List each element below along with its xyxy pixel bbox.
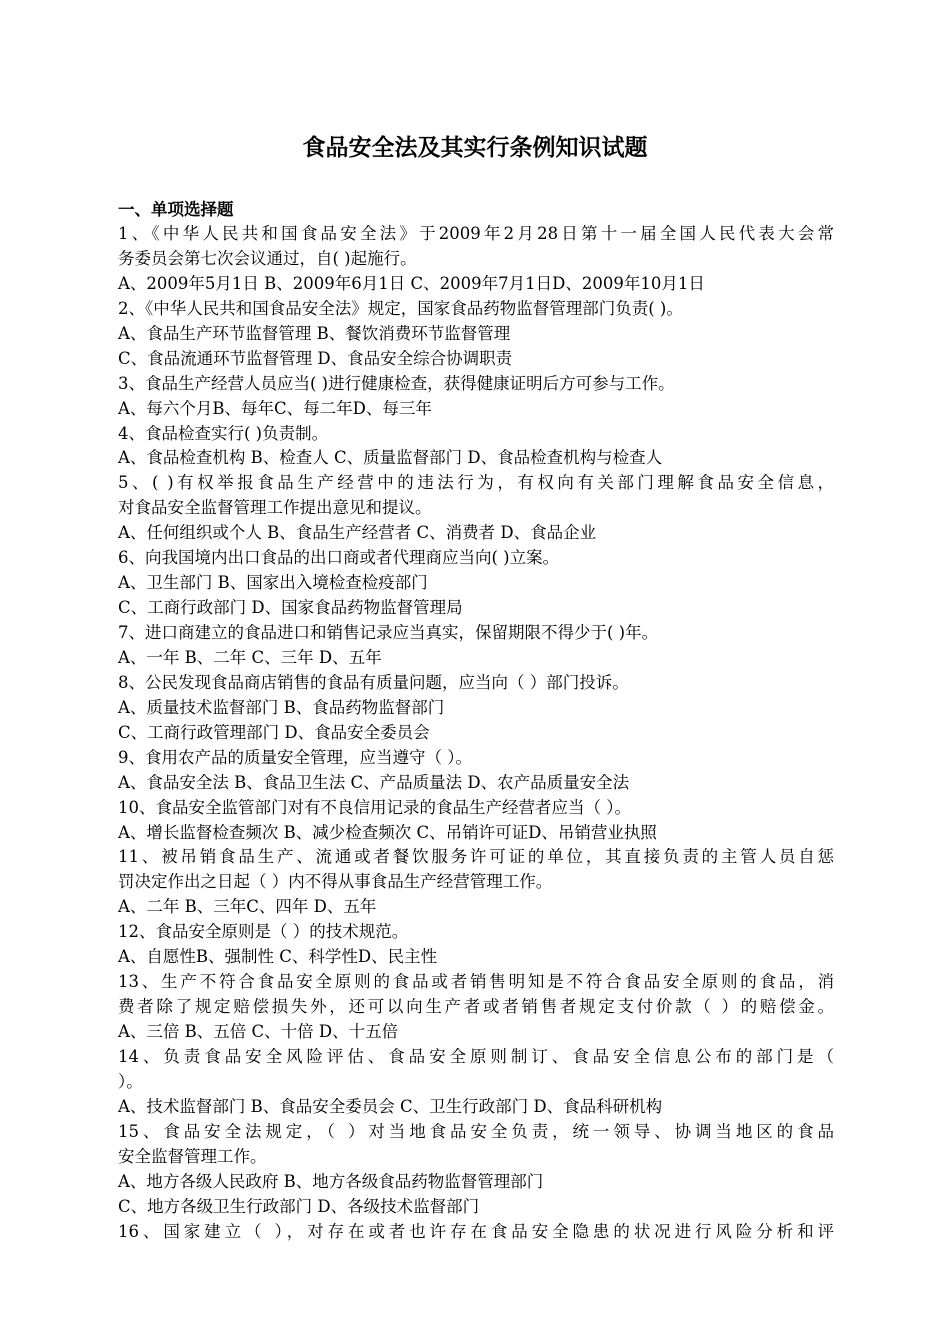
option-line: A、2009年5月1日 B、2009年6月1日 C、2009年7月1日D、2009年10月1日 [118, 273, 705, 293]
question-line: 3、食品生产经营人员应当( )进行健康检查，获得健康证明后方可参与工作。 [118, 373, 675, 393]
option-line: A、任何组织或个人 B、食品生产经营者 C、消费者 D、食品企业 [118, 523, 597, 543]
option-line: A、二年 B、三年C、四年 D、五年 [118, 897, 377, 917]
option-line: A、自愿性B、强制性 C、科学性D、民主性 [118, 947, 438, 967]
document-body [118, 197, 834, 1244]
question-line: 4、食品检查实行( )负责制。 [118, 423, 329, 443]
question-line: 16、国家建立（ ），对存在或者也许存在食品安全隐患的状况进行风险分析和评 [118, 1221, 834, 1241]
section-heading: 一、单项选择题 [118, 200, 234, 219]
option-line: C、工商行政部门 D、国家食品药物监督管理局 [118, 598, 463, 618]
question-line: 7、进口商建立的食品进口和销售记录应当真实，保留期限不得少于( )年。 [118, 623, 659, 642]
question-line: 费者除了规定赔偿损失外，还可以向生产者或者销售者规定支付价款（ ）的赔偿金。 [118, 997, 834, 1017]
question-line: 务委员会第七次会议通过，自( )起施行。 [118, 248, 417, 268]
option-line: A、食品生产环节监督管理 B、餐饮消费环节监督管理 [118, 323, 511, 343]
question-line: 5、( )有权举报食品生产经营中的违法行为，有权向有关部门理解食品安全信息， [118, 473, 834, 493]
question-line: 9、食用农产品的质量安全管理，应当遵守（ ）。 [118, 747, 472, 767]
document-title: 食品安全法及其实行条例知识试题 [302, 135, 648, 161]
option-line: A、地方各级人民政府 B、地方各级食品药物监督管理部门 [118, 1171, 544, 1191]
option-line: A、卫生部门 B、国家出入境检查检疫部门 [118, 573, 428, 593]
option-line: A、质量技术监督部门 B、食品药物监督部门 [118, 697, 445, 717]
question-line: 安全监督管理工作。 [118, 1146, 267, 1166]
question-line: 12、食品安全原则是（ ）的技术规范。 [118, 922, 409, 942]
option-line: C、食品流通环节监督管理 D、食品安全综合协调职责 [118, 348, 513, 368]
question-line: 罚决定作出之日起（ ）内不得从事食品生产经营管理工作。 [118, 872, 553, 892]
question-line: ）。 [118, 1071, 143, 1091]
question-line: 8、公民发现食品商店销售的食品有质量问题，应当向（ ）部门投诉。 [118, 672, 629, 692]
option-line: A、增长监督检查频次 B、减少检查频次 C、吊销许可证D、吊销营业执照 [118, 822, 657, 842]
option-line: C、地方各级卫生行政部门 D、各级技术监督部门 [118, 1196, 480, 1216]
option-line: C、工商行政管理部门 D、食品安全委员会 [118, 722, 430, 742]
option-line: A、一年 B、二年 C、三年 D、五年 [118, 647, 382, 667]
question-line: 14、负责食品安全风险评估、食品安全原则制订、食品安全信息公布的部门是（ [118, 1046, 834, 1066]
question-line: 10、食品安全监管部门对有不良信用记录的食品生产经营者应当（ ）。 [118, 797, 631, 817]
question-line: 11、被吊销食品生产、流通或者餐饮服务许可证的单位，其直接负责的主管人员自惩 [118, 847, 834, 867]
option-line: A、三倍 B、五倍 C、十倍 D、十五倍 [118, 1022, 399, 1041]
question-line: 2、《中华人民共和国食品安全法》规定，国家食品药物监督管理部门负责( )。 [118, 298, 683, 318]
question-line: 6、向我国境内出口食品的出口商或者代理商应当向( )立案。 [118, 548, 560, 568]
question-line: 15、食品安全法规定，（ ）对当地食品安全负责，统一领导、协调当地区的食品 [118, 1121, 834, 1141]
option-line: A、食品安全法 B、食品卫生法 C、产品质量法 D、农产品质量安全法 [118, 772, 630, 792]
question-line: 13、生产不符合食品安全原则的食品或者销售明知是不符合食品安全原则的食品，消 [118, 972, 834, 992]
option-line: A、食品检查机构 B、检查人 C、质量监督部门 D、食品检查机构与检查人 [118, 448, 663, 468]
option-line: A、每六个月B、每年C、每二年D、每三年 [118, 398, 432, 418]
question-line: 1、《中华人民共和国食品安全法》于2009年2月28日第十一届全国人民代表大会常 [118, 224, 834, 243]
option-line: A、技术监督部门 B、食品安全委员会 C、卫生行政部门 D、食品科研机构 [118, 1096, 663, 1116]
question-line: 对食品安全监督管理工作提出意见和提议。 [118, 498, 432, 518]
